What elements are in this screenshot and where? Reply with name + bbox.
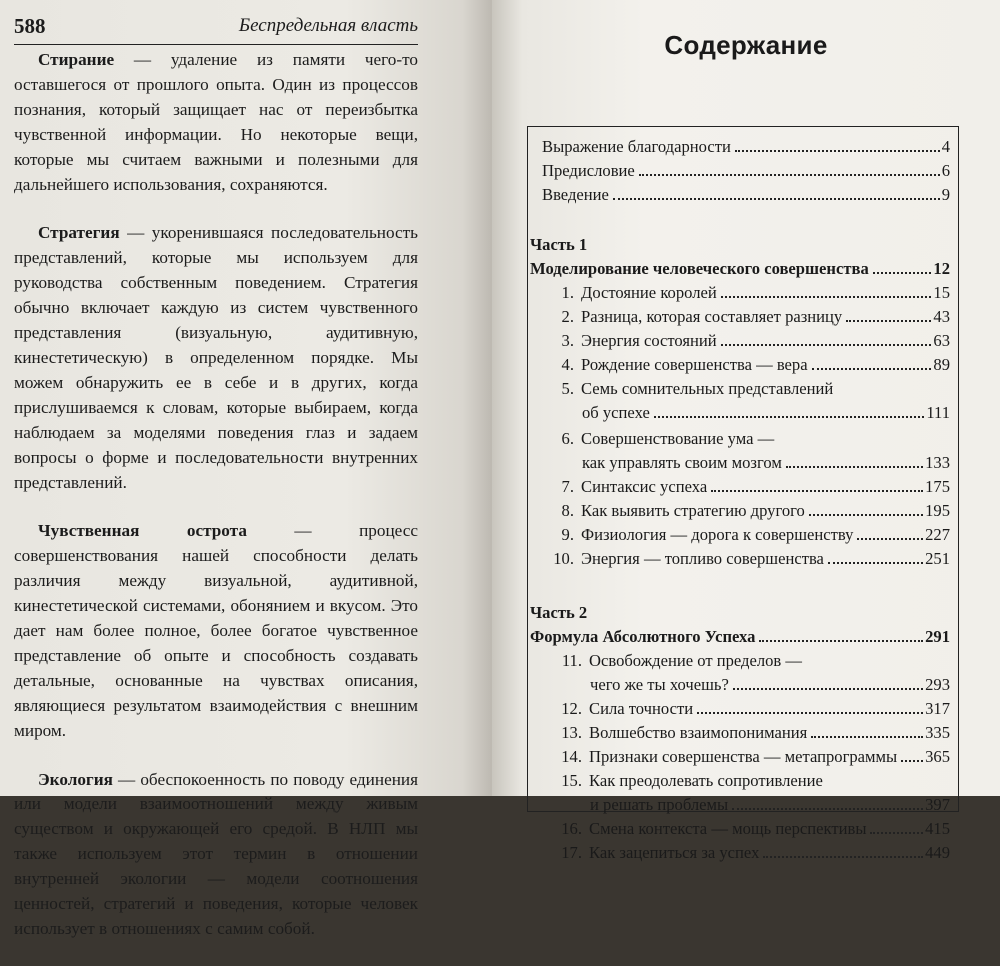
toc-page-number: 317 (925, 699, 950, 718)
chapter-title-cont: об успехе (582, 403, 650, 422)
toc-entry (530, 159, 954, 183)
toc-chapter-line2 (530, 673, 954, 697)
toc-page-number: 227 (925, 525, 950, 544)
glossary (14, 48, 418, 966)
toc-page-number: 397 (925, 795, 950, 814)
dot-leader (613, 198, 940, 200)
glossary-term: Чувственная острота (38, 521, 247, 541)
toc-entry-title: Выражение благодарности (542, 137, 731, 156)
toc-page-number: 6 (941, 161, 950, 180)
page-number: 588 (14, 14, 46, 38)
running-head (14, 12, 418, 45)
dot-leader (812, 368, 932, 370)
chapter-title: Как выявить стратегию другого (581, 501, 805, 520)
glossary-entry (14, 48, 418, 197)
toc-chapter (530, 281, 954, 305)
dot-leader (654, 416, 925, 418)
dot-leader (901, 760, 923, 762)
chapter-title: Волшебство взаимопонимания (589, 723, 808, 742)
chapter-number: 17. (561, 843, 582, 862)
chapter-title: Рождение совершенства — вера (581, 355, 808, 374)
part-label: Часть 2 (530, 603, 588, 622)
chapter-title-cont: чего же ты хочешь? (590, 675, 729, 694)
toc-chapter-line2 (530, 451, 954, 475)
toc-page-number: 195 (925, 501, 950, 520)
dot-leader (809, 514, 923, 516)
dot-leader (811, 736, 923, 738)
toc-page-number: 293 (925, 675, 950, 694)
toc-chapter (530, 745, 954, 769)
chapter-number: 14. (561, 747, 582, 766)
dot-leader (711, 490, 923, 492)
toc-page-number: 15 (933, 283, 950, 302)
toc-page-number: 291 (925, 627, 950, 646)
chapter-title: Как зацепиться за успех (589, 843, 760, 862)
toc-page-number: 63 (933, 331, 950, 350)
glossary-term: Стирание (38, 50, 115, 69)
chapter-number: 8. (561, 501, 574, 520)
glossary-term: Экология (38, 769, 113, 789)
chapter-number: 15. (561, 771, 582, 790)
part-title-text: Формула Абсолютного Успеха (530, 627, 756, 646)
dot-leader (735, 150, 940, 152)
left-page (0, 0, 492, 938)
glossary-definition: — обеспокоенность по поводу единения или модели взаимоотношений между живым существом и окружающей его средой. В НЛП мы также используем этот термин в отношении внутренней экологии — модели соотношения ценностей, стратегий и поведения, которые человек использует в отношениях с самим собой. (14, 769, 418, 938)
right-page (492, 0, 1000, 862)
chapter-title: Сила точности (589, 699, 694, 718)
glossary-term: Стратегия (38, 223, 120, 243)
chapter-title: Достояние королей (581, 283, 717, 302)
toc-chapter (530, 697, 954, 721)
toc-chapter (530, 547, 954, 571)
toc-page-number: 335 (925, 723, 950, 742)
dot-leader (721, 344, 932, 346)
toc-page-number: 415 (925, 819, 950, 838)
dot-leader (873, 272, 932, 274)
chapter-title: Физиология — дорога к совершенству (581, 525, 854, 544)
toc-chapter-line2 (530, 793, 954, 817)
dot-leader (763, 856, 923, 858)
toc-chapter (530, 817, 954, 841)
chapter-number: 11. (561, 651, 582, 670)
toc-page-number: 89 (933, 355, 950, 374)
chapter-title-cont: и решать проблемы (590, 795, 729, 814)
toc-page-number: 251 (925, 549, 950, 568)
glossary-entry (14, 768, 418, 942)
glossary-definition: — процесс совершенствования нашей способности делать различия между визуальной, аудитивной, кинестетической системами, обонянием и вкусом. Это дает нам более полное, более богатое чувственное представление об опыте и способность создавать детальные, основанные на чувствах описания, являющиеся результатом взаимодействия с внешним миром. (14, 521, 418, 740)
chapter-title: Как преодолевать сопротивление (589, 771, 823, 790)
dot-leader (721, 296, 932, 298)
chapter-number: 3. (561, 331, 574, 350)
toc-chapter (530, 841, 954, 865)
part-title-text: Моделирование человеческого совершенства (530, 259, 869, 278)
dot-leader (870, 832, 923, 834)
toc-page-number: 12 (933, 259, 950, 278)
toc-chapter (530, 329, 954, 353)
toc-entry-title: Введение (542, 185, 609, 204)
dot-leader (697, 712, 923, 714)
toc-chapter (530, 353, 954, 377)
toc-entry-title: Предисловие (542, 161, 635, 180)
glossary-entry (14, 519, 418, 743)
toc-entry (530, 183, 954, 207)
chapter-number: 13. (561, 723, 582, 742)
chapter-number: 7. (561, 477, 574, 496)
chapter-number: 2. (561, 307, 574, 326)
toc-page-number: 133 (925, 453, 950, 472)
toc-page-number: 111 (926, 403, 950, 422)
toc-page-number: 449 (925, 843, 950, 862)
toc-chapter-line1 (530, 649, 954, 673)
dot-leader (846, 320, 931, 322)
chapter-number: 9. (561, 525, 574, 544)
toc-chapter-line1 (530, 427, 954, 451)
toc-chapter (530, 721, 954, 745)
chapter-title-cont: как управлять своим мозгом (582, 453, 782, 472)
dot-leader (639, 174, 940, 176)
chapter-title: Смена контекста — мощь перспективы (589, 819, 867, 838)
part-label: Часть 1 (530, 235, 588, 254)
chapter-title: Совершенствование ума — (581, 429, 775, 448)
dot-leader (759, 640, 923, 642)
chapter-number: 12. (561, 699, 582, 718)
toc-page-number: 175 (925, 477, 950, 496)
chapter-number: 1. (561, 283, 574, 302)
chapter-number: 6. (561, 429, 574, 448)
toc-chapter (530, 475, 954, 499)
chapter-title: Разница, которая составляет разницу (581, 307, 843, 326)
chapter-title: Энергия — топливо совершенства (581, 549, 824, 568)
toc-chapter-line1 (530, 769, 954, 793)
dot-leader (857, 538, 923, 540)
chapter-title: Семь сомнительных представлений (581, 379, 834, 398)
toc-page-number: 365 (925, 747, 950, 766)
chapter-title: Синтаксис успеха (581, 477, 708, 496)
chapter-number: 5. (561, 379, 574, 398)
chapter-title: Признаки совершенства — метапрограммы (589, 747, 898, 766)
chapter-title: Освобождение от пределов — (589, 651, 803, 670)
toc-chapter (530, 523, 954, 547)
toc-entry (530, 135, 954, 159)
glossary-entry (14, 221, 418, 495)
toc-title: Содержание (664, 30, 828, 60)
toc-page-number: 4 (941, 137, 950, 156)
chapter-number: 16. (561, 819, 582, 838)
dot-leader (732, 808, 923, 810)
chapter-title: Энергия состояний (581, 331, 717, 350)
glossary-definition: — удаление из памяти чего-то оставшегося от прошлого опыта. Один из процессов познания, который защищает нас от переизбытка чувственной информации. Но некоторые вещи, которые мы считаем важными и полезными для дальнейшего использования, сохраняются. (14, 50, 418, 194)
toc-chapter-line1 (530, 377, 954, 401)
toc-chapter-line2 (530, 401, 954, 425)
part-title (530, 257, 954, 281)
chapter-number: 10. (553, 549, 574, 568)
toc-page-number: 9 (941, 185, 950, 204)
running-title: Беспредельная власть (238, 15, 418, 36)
part-title (530, 625, 954, 649)
glossary-definition: — укоренившаяся последовательность представлений, которые мы используем для руководства собственным поведением. Стратегия обычно включает каждую из систем чувственного представления (визуальную, аудитивную, кинестетическую) в определенном порядке. Мы можем обнаружить ее в себе и в других, когда прислушиваемся к словам, которые выбираем, когда наблюдаем за моделями поведения глаз и задаем вопросы о форме и последовательности внутренних представлений. (14, 223, 418, 492)
table-of-contents (530, 135, 954, 865)
toc-chapter (530, 305, 954, 329)
dot-leader (786, 466, 923, 468)
dot-leader (828, 562, 923, 564)
toc-chapter (530, 499, 954, 523)
toc-page-number: 43 (933, 307, 950, 326)
dot-leader (733, 688, 923, 690)
chapter-number: 4. (561, 355, 574, 374)
